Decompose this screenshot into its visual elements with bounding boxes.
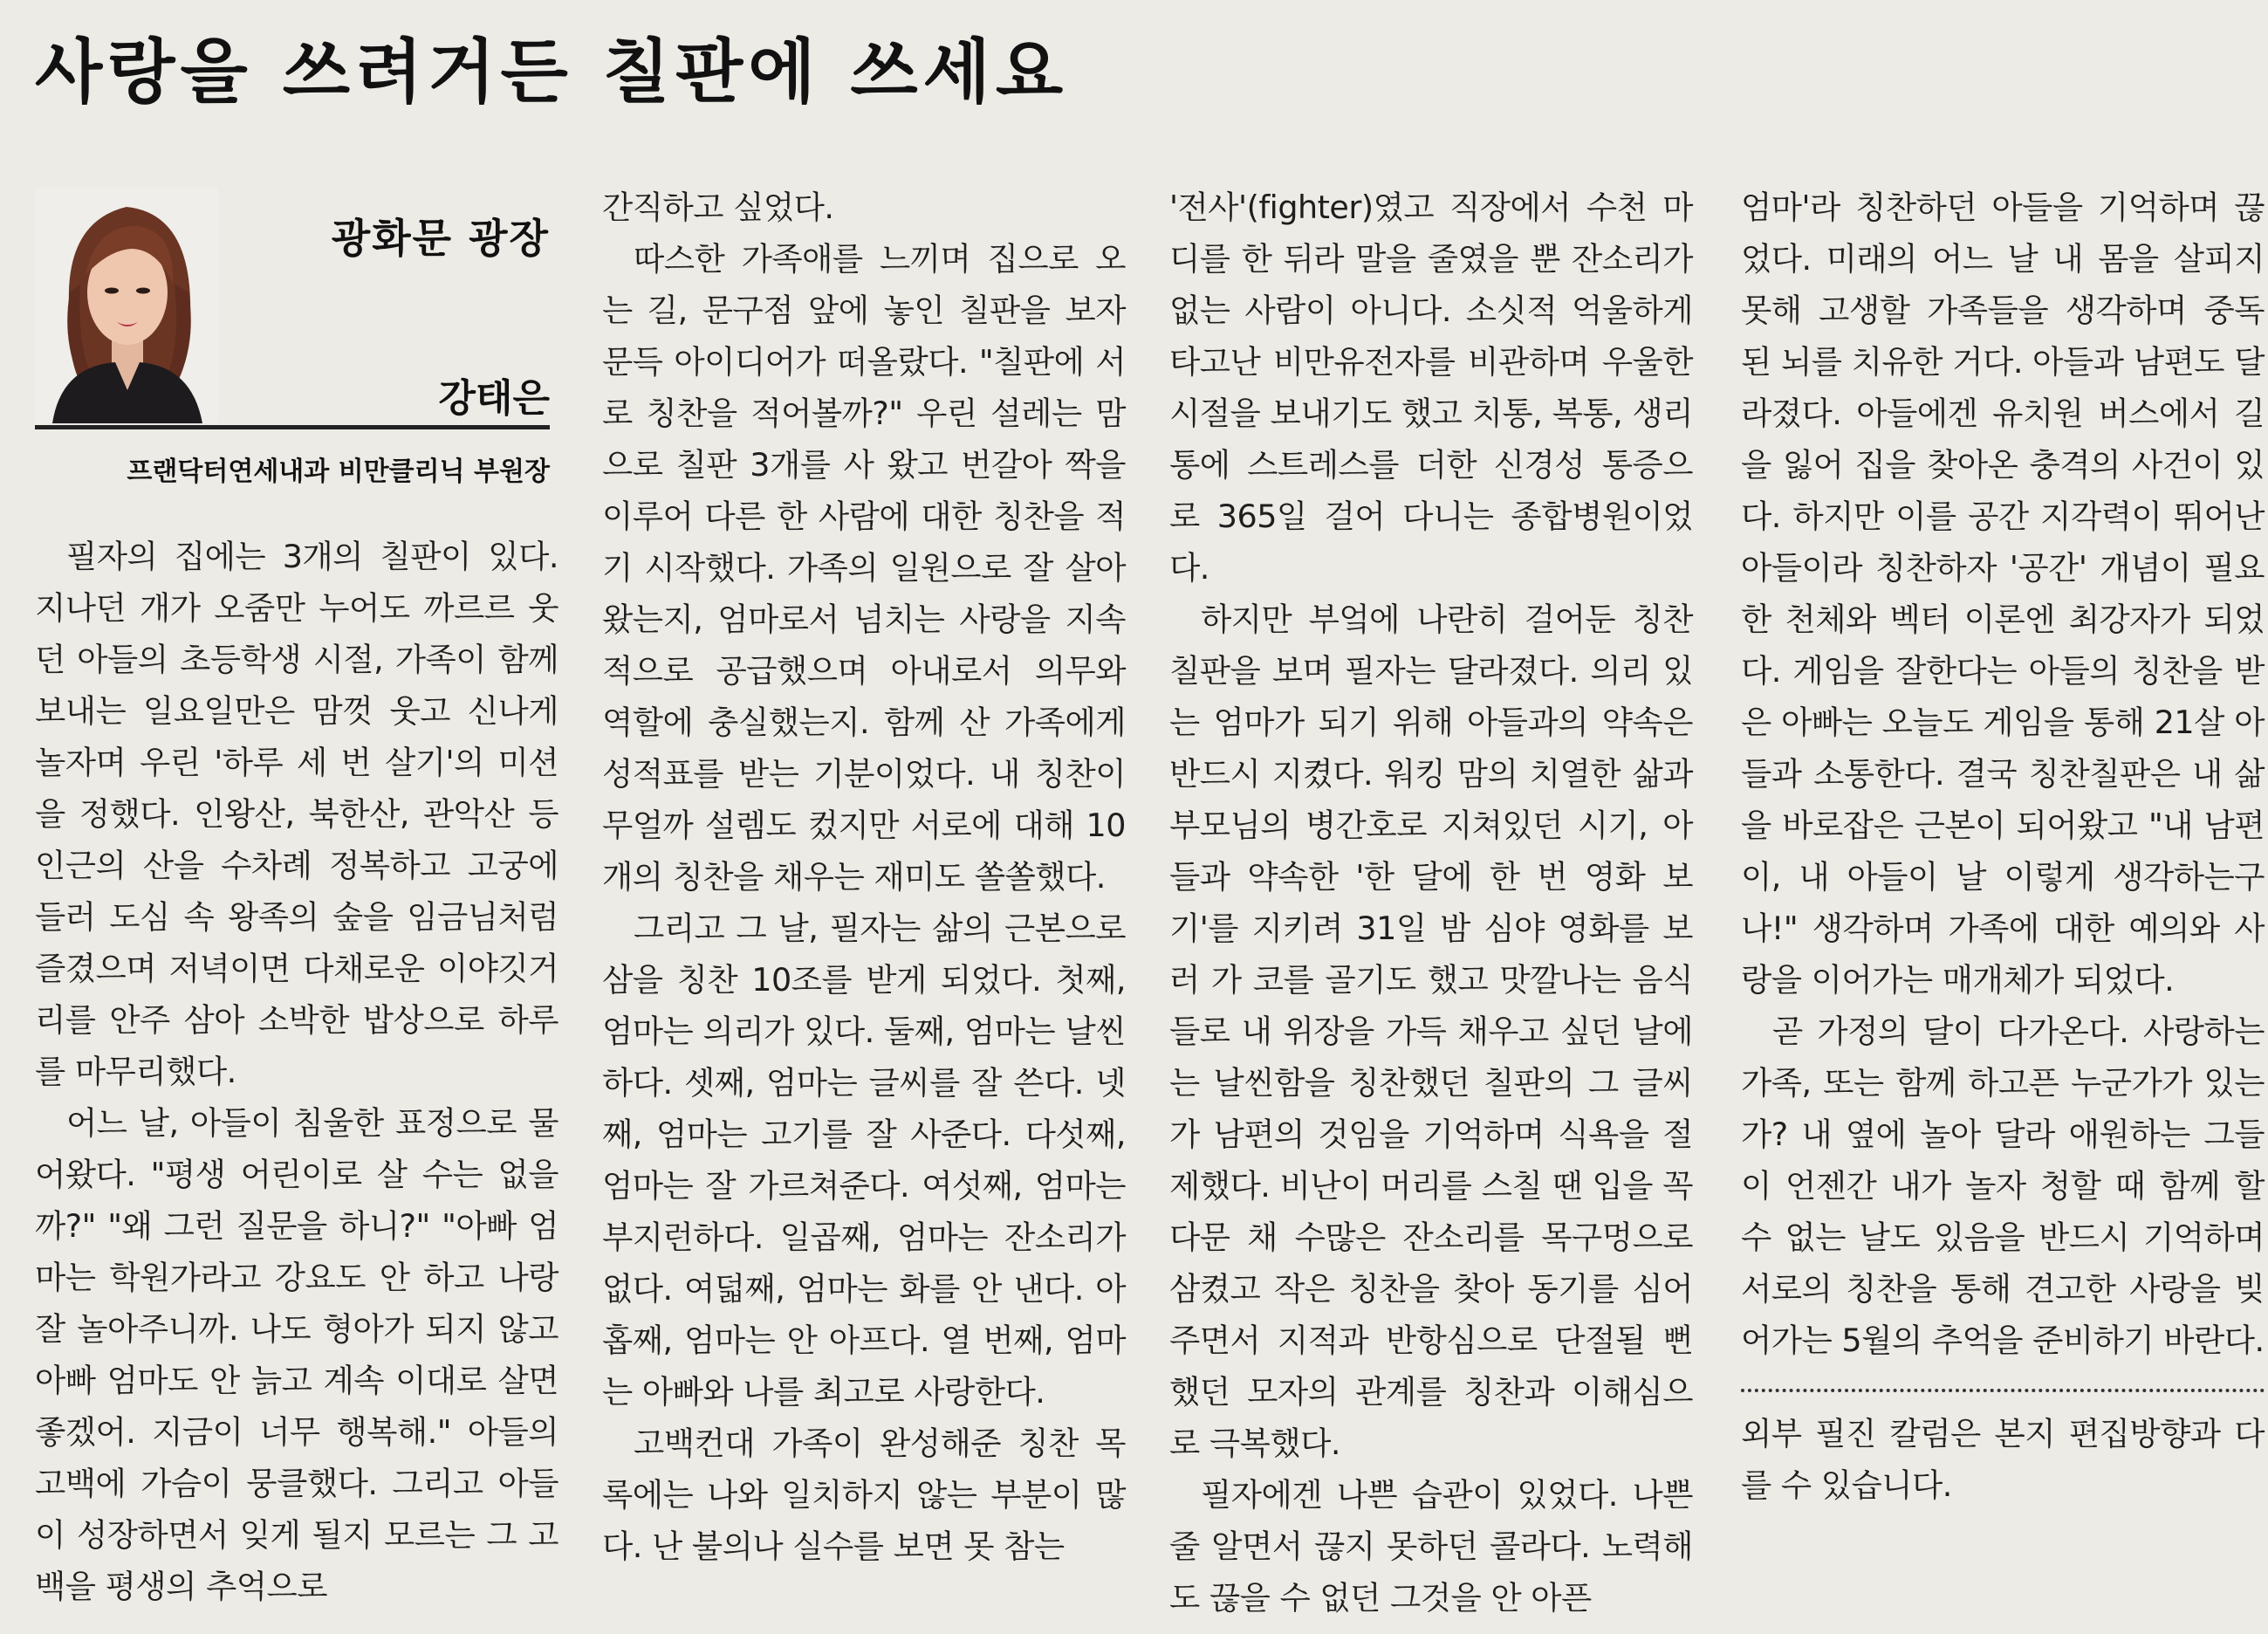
- article-headline: 사랑을 쓰려거든 칠판에 쓰세요: [35, 31, 1069, 113]
- article-column-4: [1741, 182, 2265, 1511]
- disclaimer-divider: [1741, 1389, 2265, 1392]
- article-paragraph: '전사'(fighter)였고 직장에서 수천 마디를 한 뒤라 말을 줄였을 뿐 잔소리가 없는 사람이 아니다. 소싯적 억울하게 타고난 비만유전자를 비관하며 우울한 시절을 보내기도 했고 치통, 복통, 생리통에 스트레스를 더한 신경성 통증으로 365일 걸어 다니는 종합병원이었다.: [1169, 189, 1693, 587]
- article-paragraph: 따스한 가족애를 느끼며 집으로 오는 길, 문구점 앞에 놓인 칠판을 보자 문득 아이디어가 떠올랐다. "칠판에 서로 칭찬을 적어볼까?" 우린 설레는 맘으로 칠판 3개를 사 왔고 번갈아 짝을 이루어 다른 한 사람에 대한 칭찬을 적기 시작했다. 가족의 일원으로 잘 살아왔는지, 엄마로서 넘치는 사랑을 지속적으로 공급했으며 아내로서 의무와 역할에 충실했는지. 함께 산 가족에게 성적표를 받는 기분이었다. 내 칭찬이 무얼까 설렘도 컸지만 서로에 대해 10개의 칭찬을 채우는 재미도 쏠쏠했다.: [602, 240, 1126, 896]
- editorial-disclaimer: 외부 필진 칼럼은 본지 편집방향과 다를 수 있습니다.: [1741, 1415, 2265, 1504]
- article-paragraph: 곧 가정의 달이 다가온다. 사랑하는 가족, 또는 함께 하고픈 누군가가 있는가? 내 옆에 놀아 달라 애원하는 그들이 언젠간 내가 놀자 청할 때 함께 할 수 없는 날도 있음을 반드시 기억하며 서로의 칭찬을 통해 견고한 사랑을 빚어가는 5월의 추억을 준비하기 바란다.: [1741, 1013, 2265, 1359]
- article-paragraph: 간직하고 싶었다.: [602, 189, 834, 226]
- article-paragraph: 그리고 그 날, 필자는 삶의 근본으로 삼을 칭찬 10조를 받게 되었다. 첫째, 엄마는 의리가 있다. 둘째, 엄마는 날씬하다. 셋째, 엄마는 글씨를 잘 쓴다. 넷째, 엄마는 고기를 잘 사준다. 다섯째, 엄마는 잘 가르쳐준다. 여섯째, 엄마는 부지런하다. 일곱째, 엄마는 잔소리가 없다. 여덟째, 엄마는 화를 안 낸다. 아홉째, 엄마는 안 아프다. 열 번째, 엄마는 아빠와 나를 최고로 사랑한다.: [602, 910, 1126, 1411]
- author-photo: [35, 188, 218, 423]
- article-paragraph: 필자에겐 나쁜 습관이 있었다. 나쁜 줄 알면서 끊지 못하던 콜라다. 노력해도 끊을 수 없던 그것을 안 아픈: [1169, 1476, 1693, 1617]
- byline-divider: [35, 425, 550, 429]
- article-paragraph: 어느 날, 아들이 침울한 표정으로 물어왔다. "평생 어린이로 살 수는 없을까?" "왜 그런 질문을 하니?" "아빠 엄마는 학원가라고 강요도 안 하고 나랑 잘 놀아주니까. 나도 형아가 되지 않고 아빠 엄마도 안 늙고 계속 이대로 살면 좋겠어. 지금이 너무 행복해." 아들의 고백에 가슴이 뭉클했다. 그리고 아들이 성장하면서 잊게 될지 모르는 그 고백을 평생의 추억으로: [35, 1104, 558, 1605]
- article-paragraph: 필자의 집에는 3개의 칠판이 있다. 지나던 개가 오줌만 누어도 까르르 웃던 아들의 초등학생 시절, 가족이 함께 보내는 일요일만은 맘껏 웃고 신나게 놀자며 우린 '하루 세 번 살기'의 미션을 정했다. 인왕산, 북한산, 관악산 등 인근의 산을 수차례 정복하고 고궁에 들러 도심 속 왕족의 숲을 임금님처럼 즐겼으며 저녁이면 다채로운 이야깃거리를 안주 삼아 소박한 밥상으로 하루를 마무리했다.: [35, 538, 558, 1090]
- article-column-2: [602, 182, 1126, 1572]
- article-column-1: [35, 531, 558, 1612]
- article-paragraph: 하지만 부엌에 나란히 걸어둔 칭찬 칠판을 보며 필자는 달라졌다. 의리 있는 엄마가 되기 위해 아들과의 약속은 반드시 지켰다. 워킹 맘의 치열한 삶과 부모님의 병간호로 지쳐있던 시기, 아들과 약속한 '한 달에 한 번 영화 보기'를 지키려 31일 밤 심야 영화를 보러 가 코를 골기도 했고 맛깔나는 음식들로 내 위장을 가득 채우고 싶던 날에는 날씬함을 칭찬했던 칠판의 그 글씨가 남편의 것임을 기억하며 식욕을 절제했다. 비난이 머리를 스칠 땐 입을 꼭 다문 채 수많은 잔소리를 목구멍으로 삼켰고 작은 칭찬을 찾아 동기를 심어주면서 지적과 반항심으로 단절될 뻔했던 모자의 관계를 칭찬과 이해심으로 극복했다.: [1169, 601, 1693, 1462]
- article-paragraph: 엄마'라 칭찬하던 아들을 기억하며 끊었다. 미래의 어느 날 내 몸을 살피지 못해 고생할 가족들을 생각하며 중독된 뇌를 치유한 거다. 아들과 남편도 달라졌다. 아들에겐 유치원 버스에서 길을 잃어 집을 찾아온 충격의 사건이 있다. 하지만 이를 공간 지각력이 뛰어난 아들이라 칭찬하자 '공간' 개념이 필요한 천체와 벡터 이론엔 최강자가 되었다. 게임을 잘한다는 아들의 칭찬을 받은 아빠는 오늘도 게임을 통해 21살 아들과 소통한다. 결국 칭찬칠판은 내 삶을 바로잡은 근본이 되어왔고 "내 남편이, 내 아들이 날 이렇게 생각하는구나!" 생각하며 가족에 대한 예의와 사랑을 이어가는 매개체가 되었다.: [1741, 189, 2265, 999]
- author-name: 강태은: [438, 376, 550, 421]
- author-affiliation: 프랜닥터연세내과 비만클리닉 부원장: [127, 457, 550, 487]
- article-paragraph: 고백컨대 가족이 완성해준 칭찬 목록에는 나와 일치하지 않는 부분이 많다. 난 불의나 실수를 보면 못 참는: [602, 1425, 1126, 1565]
- column-section-name: 광화문 광장: [331, 215, 550, 262]
- author-portrait-image: [35, 188, 218, 423]
- article-column-3: [1169, 182, 1693, 1624]
